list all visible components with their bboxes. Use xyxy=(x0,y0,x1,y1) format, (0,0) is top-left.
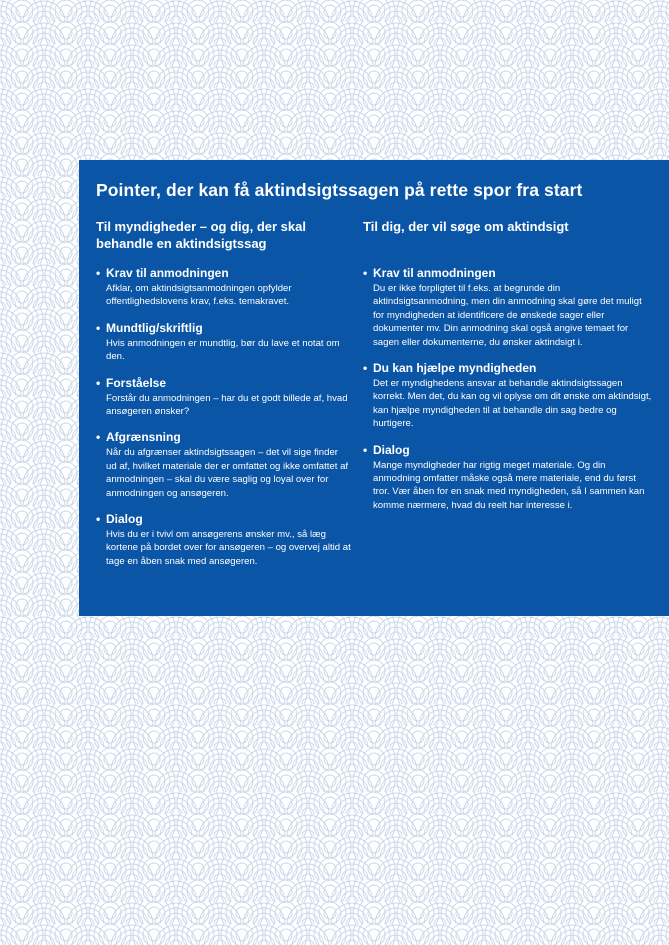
item-title: • Krav til anmodningen xyxy=(96,266,351,281)
item-title: • Dialog xyxy=(363,443,655,458)
list-item xyxy=(96,512,351,568)
item-text: Mange myndigheder har rigtig meget materiale. Og din anmodning omfatter måske også mere materiale, end du først tror. Vær åben for en snak med myndigheden, så I sammen kan komme nærmere, hvad du reelt har interesse i. xyxy=(373,459,645,511)
item-title: • Krav til anmodningen xyxy=(363,266,655,281)
list-item xyxy=(96,266,351,309)
item-title: • Du kan hjælpe myndigheden xyxy=(363,361,655,376)
list-item xyxy=(96,430,351,500)
item-text: Når du afgrænser aktindsigtssagen – det vil sige finder ud af, hvilket materiale der er omfattet og ikke omfattet af anmodningen – skal du være saglig og loyal over for anmodningen og ansøgeren. xyxy=(106,447,349,499)
item-text: Du er ikke forpligtet til f.eks. at begrunde din aktindsigtsanmodning, men din anmodning skal gøre det muligt for myndigheden at identificere de ønskede sager eller dokumenter mv. Din anmodning skal også angive temaet for sagen eller dokumenterne, du ønsker aktindsigt i. xyxy=(373,283,642,348)
right-column-heading: Til dig, der vil søge om aktindsigt xyxy=(363,219,569,234)
item-title: • Afgrænsning xyxy=(96,430,351,445)
left-column xyxy=(96,218,351,580)
item-text: Hvis du er i tvivl om ansøgerens ønsker mv., så læg kortene på bordet over for ansøgeren – og overvej altid at tage en åben snak med ansøgeren. xyxy=(106,529,351,567)
item-text: Afklar, om aktindsigtsanmodningen opfylder offentlighedslovens krav, f.eks. temakravet. xyxy=(106,283,292,308)
info-panel xyxy=(79,160,669,616)
item-title: • Dialog xyxy=(96,512,351,527)
item-text: Det er myndighedens ansvar at behandle aktindsigtssagen korrekt. Men det, du kan og vil oplyse om dit ønske om aktindsigt, kan hjælpe myndigheden til at behandle din sag bedre og hurtigere. xyxy=(373,378,652,430)
right-column-list xyxy=(363,266,655,512)
item-title: • Forståelse xyxy=(96,376,351,391)
list-item xyxy=(363,361,655,431)
list-item xyxy=(363,266,655,349)
list-item xyxy=(363,443,655,513)
panel-title: Pointer, der kan få aktindsigtssagen på rette spor fra start xyxy=(96,180,583,200)
right-column xyxy=(363,218,655,524)
list-item xyxy=(96,321,351,364)
item-title: • Mundtlig/skriftlig xyxy=(96,321,351,336)
item-text: Hvis anmodningen er mundtlig, bør du lave et notat om den. xyxy=(106,337,340,363)
item-text: Forstår du anmodningen – har du et godt billede af, hvad ansøgeren ønsker? xyxy=(106,392,348,418)
left-column-list xyxy=(96,266,351,568)
list-item xyxy=(96,376,351,419)
left-column-heading: Til myndigheder – og dig, der skal behandle en aktindsigtssag xyxy=(96,219,306,251)
